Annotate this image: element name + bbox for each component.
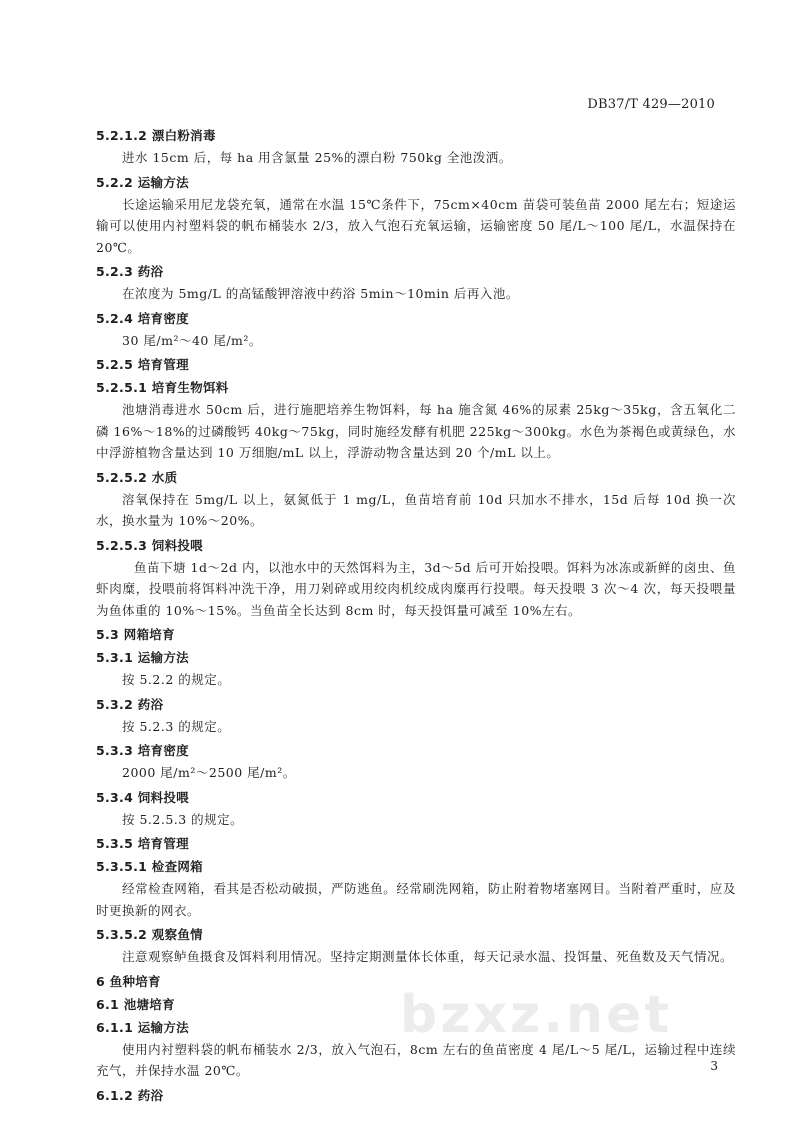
paragraph: 长途运输采用尼龙袋充氧，通常在水温 15℃条件下，75cm×40cm 苗袋可装鱼苗 2000 尾左右；短途运输可以使用内衬塑料袋的帆布桶装水 2/3，放入气泡石充氧运输，运输密度 50 尾/L～100 尾/L，水温保持在 20℃。 bbox=[96, 196, 736, 255]
section-heading: 5.3 网箱培育 bbox=[96, 627, 175, 642]
section-heading: 5.3.5.1 检查网箱 bbox=[96, 859, 203, 874]
section-heading: 5.2.5.1 培育生物饵料 bbox=[96, 380, 229, 395]
paragraph: 按 5.2.2 的规定。 bbox=[122, 672, 231, 687]
paragraph: 溶氧保持在 5mg/L 以上，氨氮低于 1 mg/L，鱼苗培育前 10d 只加水不排水，15d 后每 10d 换一次水，换水量为 10%～20%。 bbox=[96, 491, 736, 528]
section-heading: 5.2.1.2 漂白粉消毒 bbox=[96, 128, 216, 143]
section-heading: 6.1.1 运输方法 bbox=[96, 1019, 189, 1035]
section-heading: 5.2.3 药浴 bbox=[96, 264, 164, 279]
section-heading: 6.1 池塘培育 bbox=[96, 996, 175, 1012]
paragraph: 经常检查网箱，看其是否松动破损，严防逃鱼。经常刷洗网箱，防止附着物堵塞网目。当附着严重时，应及时更换新的网衣。 bbox=[96, 881, 736, 918]
section-heading: 6.1.2 药浴 bbox=[96, 1087, 164, 1103]
section-heading: 5.3.2 药浴 bbox=[96, 696, 164, 712]
paragraph: 鱼苗下塘 1d～2d 内，以池水中的天然饵料为主，3d～5d 后可开始投喂。饵料为冰冻或新鲜的卤虫、鱼虾肉糜，投喂前将饵料冲洗干净，用刀剁碎或用绞肉机绞成肉糜再行投喂。每天投喂 3 次～4 次，每天投喂量为鱼体重的 10%～15%。当鱼苗全长达到 8cm 时，每天投饵量可减至 10%左右。 bbox=[96, 559, 736, 618]
paragraph: 注意观察鲈鱼摄食及饵料利用情况。坚持定期测量体长体重，每天记录水温、投饵量、死鱼数及天气情况。 bbox=[122, 949, 734, 964]
paragraph: 使用内衬塑料袋的帆布桶装水 2/3，放入气泡石，8cm 左右的鱼苗密度 4 尾/L～5 尾/L，运输过程中连续充气，并保持水温 20℃。 bbox=[96, 1041, 736, 1078]
paragraph: 池塘消毒进水 50cm 后，进行施肥培养生物饵料，每 ha 施含氮 46%的尿素 25kg～35kg，含五氧化二磷 16%～18%的过磷酸钙 40kg～75kg，同时施经发酵有机肥 225kg～300kg。水色为茶褐色或黄绿色，水中浮游植物含量达到 10 万细胞/mL 以上，浮游动物含量达到 20 个/mL 以上。 bbox=[96, 402, 736, 460]
paragraph: 在浓度为 5mg/L 的高锰酸钾溶液中药浴 5min～10min 后再入池。 bbox=[122, 286, 519, 301]
page-number: 3 bbox=[710, 1059, 718, 1073]
paragraph: 2000 尾/m²～2500 尾/m²。 bbox=[122, 765, 296, 780]
paragraph: 进水 15cm 后，每 ha 用含氯量 25%的漂白粉 750kg 全池泼洒。 bbox=[122, 150, 512, 165]
section-heading: 5.3.4 饲料投喂 bbox=[96, 789, 189, 805]
section-heading: 5.2.5.2 水质 bbox=[96, 469, 178, 485]
section-heading: 5.3.1 运输方法 bbox=[96, 650, 189, 665]
paragraph: 按 5.2.3 的规定。 bbox=[122, 718, 231, 734]
document-code: DB37/T 429—2010 bbox=[587, 97, 715, 112]
section-heading: 5.3.5.2 观察鱼情 bbox=[96, 927, 203, 942]
section-heading: 5.2.4 培育密度 bbox=[96, 310, 189, 326]
document-body bbox=[96, 124, 736, 1107]
watermark: bzxz.net bbox=[400, 985, 673, 1045]
section-heading: 5.2.2 运输方法 bbox=[96, 174, 189, 190]
paragraph: 按 5.2.5.3 的规定。 bbox=[122, 811, 244, 827]
section-heading: 5.3.3 培育密度 bbox=[96, 743, 189, 758]
section-heading: 5.3.5 培育管理 bbox=[96, 836, 189, 851]
section-heading: 5.2.5.3 饲料投喂 bbox=[96, 537, 203, 553]
section-heading: 6 鱼种培育 bbox=[96, 973, 161, 989]
section-heading: 5.2.5 培育管理 bbox=[96, 357, 189, 372]
paragraph: 30 尾/m²～40 尾/m²。 bbox=[122, 332, 262, 348]
